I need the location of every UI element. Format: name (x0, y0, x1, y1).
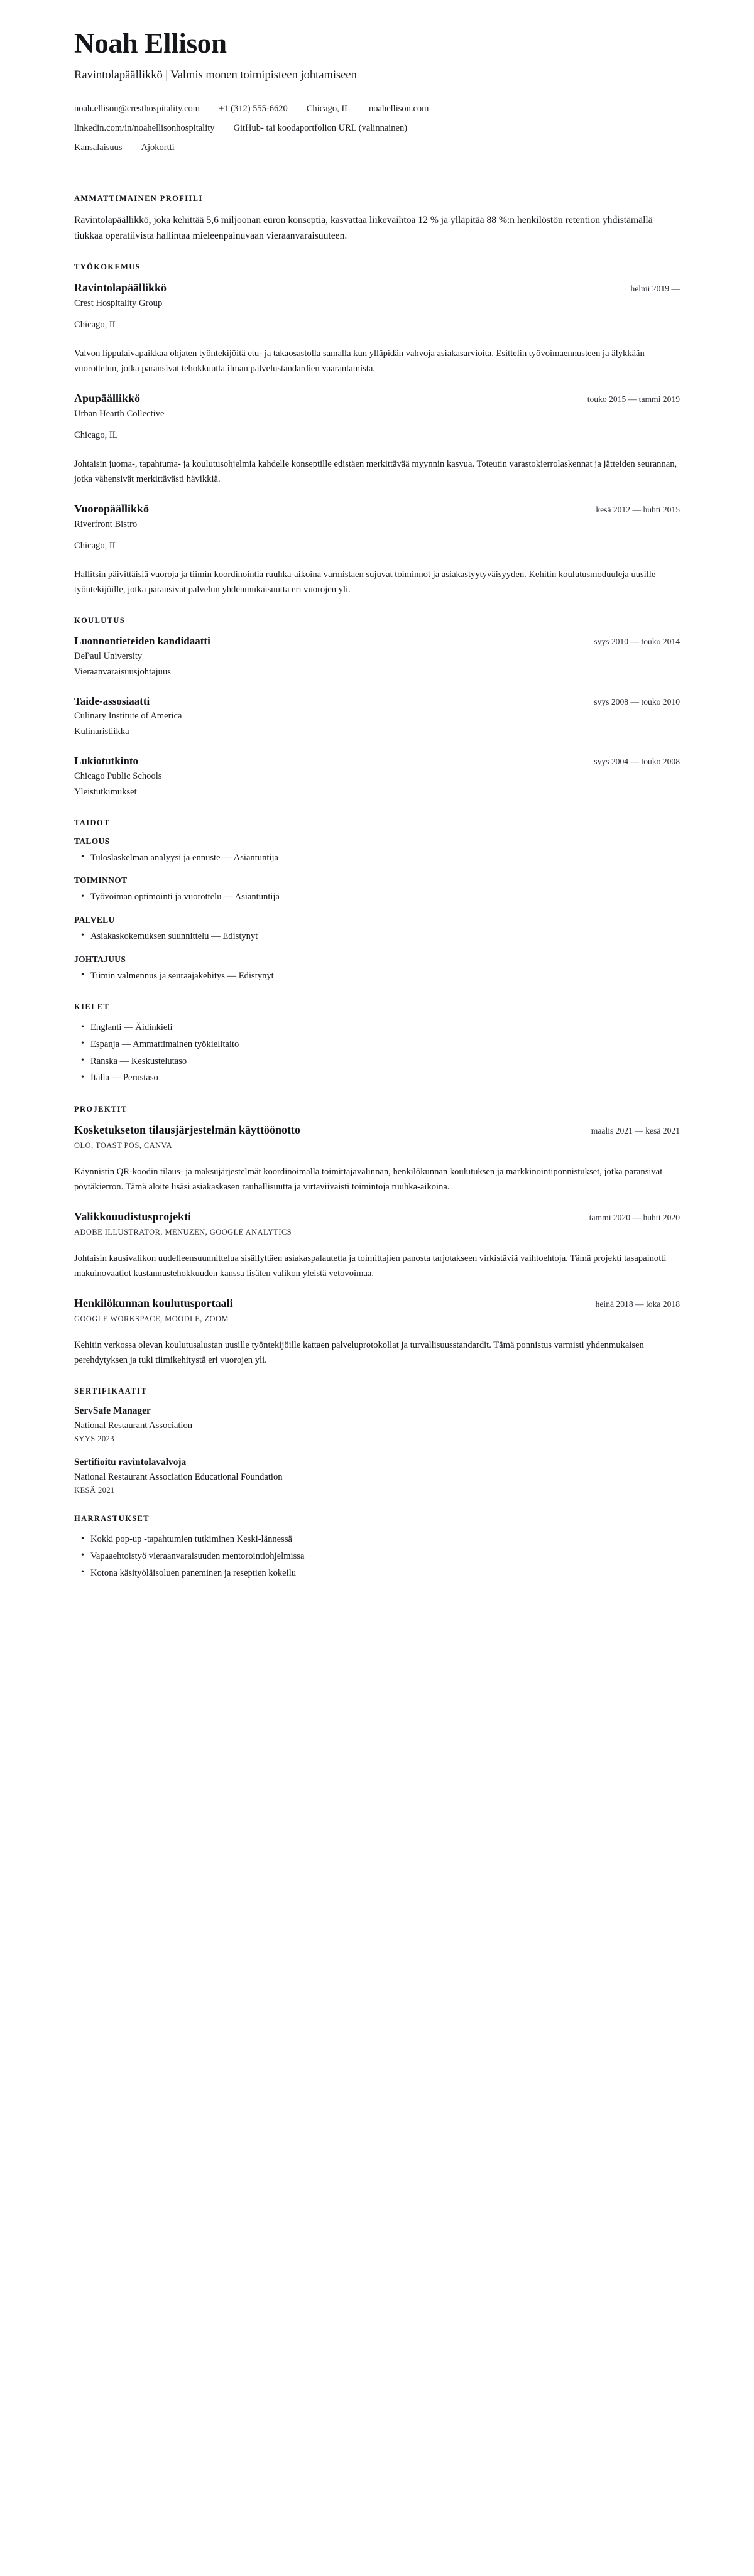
contact-email[interactable]: noah.ellison@cresthospitality.com (74, 103, 200, 114)
skill-item: • Työvoiman optimointi ja vuorottelu — Asiantuntija (90, 890, 680, 905)
project-item-head (74, 1123, 680, 1137)
contact-drivers-license: Ajokortti (141, 143, 175, 153)
study-field: Kulinaristiikka (74, 727, 129, 737)
project-item (74, 1210, 680, 1281)
skill-group (74, 955, 680, 984)
project-item-head (74, 1210, 680, 1224)
section-title-hobbies: HARRASTUKSET (74, 1514, 150, 1523)
contact-location: Chicago, IL (306, 103, 351, 114)
project-description: Käynnistin QR-koodin tilaus- ja maksujärjestelmät koordinoimalla toimittajavalinnan, henkilökunnan koulutuksen ja markkinointiponnistukset, jotka paransivat pöytäkierron. Tämä aloite lisäsi asiakaskasen rauhallisuutta ja virtaviivaisti toimintoja ruuhka-aikoina. (74, 1166, 663, 1192)
project-title: Valikkouudistusprojekti (74, 1210, 192, 1223)
section-languages (74, 1002, 680, 1086)
contact-website[interactable]: noahellison.com (369, 103, 429, 114)
job-description: Hallitsin päivittäisiä vuoroja ja tiimin koordinointia ruuhka-aikoina varmistaen sujuvat toiminnot ja asiakastyytyväisyyden. Kehitin koulutusmoduuleja uusille työntekijöille, jotka paransivat palvelun yhdenmukaisuutta eri vuorojen yli. (74, 569, 656, 595)
section-title-certificates: SERTIFIKAATIT (74, 1387, 147, 1396)
skill-group-name: TALOUS (74, 836, 110, 846)
section-experience (74, 262, 680, 597)
language-item: • Espanja — Ammattimainen työkielitaito (90, 1037, 680, 1053)
certificate-item (74, 1456, 680, 1495)
hobby-item: • Vapaaehtoistyö vieraanvaraisuuden mentorointiohjelmissa (90, 1549, 680, 1564)
experience-item (74, 281, 680, 376)
profile-text: Ravintolapäällikkö, joka kehittää 5,6 miljoonan euron konseptia, kasvattaa liikevaihtoa 12 % ja ylläpitää 88 %:n henkilöstön retention yhdistämällä tiukkaa operatiivista hallintaa mieleenpainuvaan vieraanvaraisuuteen. (74, 214, 653, 241)
education-item-head (74, 634, 680, 648)
section-title-languages: KIELET (74, 1002, 110, 1012)
degree-title: Lukiotutkinto (74, 755, 139, 767)
experience-item-head (74, 391, 680, 406)
job-date: helmi 2019 — (630, 284, 680, 294)
education-item (74, 634, 680, 679)
certificate-issuer: National Restaurant Association Educational Foundation (74, 1472, 283, 1483)
project-description: Kehitin verkossa olevan koulutusalustan uusille työntekijöille kattaen palveluprotokollat ja turvallisuusstandardit. Tämä ponnistus varmisti yhdenmukaisen perehdytyksen ja tuki tiimikehitystä eri vuorojen yli. (74, 1340, 644, 1366)
project-stack: ADOBE ILLUSTRATOR, MENUZEN, GOOGLE ANALYTICS (74, 1228, 292, 1237)
education-item-head (74, 695, 680, 708)
contact-phone[interactable]: +1 (312) 555-6620 (219, 103, 288, 114)
candidate-headline: Ravintolapäällikkö | Valmis monen toimipisteen johtamiseen (74, 68, 357, 82)
section-profile (74, 194, 680, 244)
certificate-name: Sertifioitu ravintolavalvoja (74, 1457, 187, 1468)
skill-item: • Tuloslaskelman analyysi ja ennuste — Asiantuntija (90, 851, 680, 866)
skill-list (74, 851, 680, 866)
education-item (74, 695, 680, 740)
contact-line-2 (74, 119, 680, 138)
skill-group (74, 836, 680, 866)
resume-header (74, 29, 680, 175)
language-item: • Ranska — Keskustelutaso (90, 1054, 680, 1069)
job-date: touko 2015 — tammi 2019 (587, 394, 680, 404)
job-description: Johtaisin juoma-, tapahtuma- ja koulutusohjelmia kahdelle konseptille edistäen merkittävää myynnin kasvua. Toteutin varastokierrolaskennat ja jätteiden seurannan, jotka vähensivät merkittävästi hävikkiä. (74, 458, 677, 485)
section-title-profile: AMMATTIMAINEN PROFIILI (74, 193, 203, 203)
school-name: Chicago Public Schools (74, 771, 162, 781)
degree-title: Taide-assosiaatti (74, 695, 150, 707)
contact-citizenship: Kansalaisuus (74, 143, 123, 153)
job-location: Chicago, IL (74, 541, 118, 551)
contact-github-placeholder[interactable]: GitHub- tai koodaportfolion URL (valinnainen) (233, 123, 408, 134)
skill-group-name: PALVELU (74, 914, 115, 924)
job-organization: Crest Hospitality Group (74, 298, 163, 309)
project-title: Henkilökunnan koulutusportaali (74, 1297, 233, 1310)
study-field: Yleistutkimukset (74, 786, 137, 797)
skill-item: • Asiakaskokemuksen suunnittelu — Edistynyt (90, 929, 680, 944)
experience-item-head (74, 502, 680, 516)
degree-title: Luonnontieteiden kandidaatti (74, 635, 210, 647)
section-title-skills: TAIDOT (74, 818, 110, 827)
contact-line-1 (74, 99, 680, 119)
section-title-education: KOULUTUS (74, 616, 126, 625)
skill-group-name: TOIMINNOT (74, 875, 128, 885)
project-item-head (74, 1296, 680, 1311)
project-description: Johtaisin kausivalikon uudelleensuunnittelua sisällyttäen asiakaspalautetta ja toimittajien panosta tarjotakseen virkistäviä vaihtoehtoja. Tämä projekti tasapainotti makuinovaatiot kustannustehokkuuden kanssa lisäten valikon yleistä vetovoimaa. (74, 1253, 667, 1279)
job-organization: Riverfront Bistro (74, 519, 138, 530)
section-projects (74, 1105, 680, 1368)
certificate-issuer: National Restaurant Association (74, 1421, 193, 1431)
section-certificates (74, 1387, 680, 1495)
skill-item: • Tiimin valmennus ja seuraajakehitys — Edistynyt (90, 969, 680, 984)
degree-date: syys 2010 — touko 2014 (594, 637, 680, 647)
degree-date: syys 2004 — touko 2008 (594, 757, 680, 767)
job-title: Vuoropäällikkö (74, 502, 150, 516)
project-stack: GOOGLE WORKSPACE, MOODLE, ZOOM (74, 1314, 229, 1324)
project-item (74, 1123, 680, 1194)
skill-list (74, 969, 680, 984)
school-name: DePaul University (74, 651, 143, 661)
experience-item (74, 502, 680, 597)
candidate-name: Noah Ellison (74, 28, 227, 59)
language-item: • Italia — Perustaso (90, 1071, 680, 1086)
language-item: • Englanti — Äidinkieli (90, 1020, 680, 1036)
job-organization: Urban Hearth Collective (74, 409, 165, 419)
skill-group-name: JOHTAJUUS (74, 954, 126, 964)
job-title: Apupäällikkö (74, 392, 141, 405)
degree-date: syys 2008 — touko 2010 (594, 696, 680, 706)
education-item (74, 754, 680, 799)
study-field: Vieraanvaraisuusjohtajuus (74, 666, 171, 677)
project-date: maalis 2021 — kesä 2021 (591, 1125, 680, 1135)
certificate-name: ServSafe Manager (74, 1405, 151, 1417)
section-hobbies (74, 1514, 680, 1581)
skill-list (74, 890, 680, 905)
skill-group (74, 915, 680, 944)
experience-item (74, 391, 680, 487)
job-location: Chicago, IL (74, 430, 118, 441)
hobby-list (74, 1532, 680, 1581)
language-list (74, 1020, 680, 1086)
job-title: Ravintolapäällikkö (74, 281, 167, 295)
project-date: tammi 2020 — huhti 2020 (589, 1212, 680, 1222)
school-name: Culinary Institute of America (74, 711, 182, 722)
section-education (74, 616, 680, 799)
section-title-projects: PROJEKTIT (74, 1104, 128, 1113)
hobby-item: • Kokki pop-up -tapahtumien tutkiminen Keski-lännessä (90, 1532, 680, 1547)
section-skills (74, 818, 680, 984)
certificate-date: SYYS 2023 (74, 1434, 115, 1444)
section-title-experience: TYÖKOKEMUS (74, 262, 141, 272)
project-title: Kosketukseton tilausjärjestelmän käyttöönotto (74, 1123, 300, 1136)
job-description: Valvon lippulaivapaikkaa ohjaten työntekijöitä etu- ja takaosastolla samalla kun ylläpidän vahvoja asiakasarvioita. Esittelin työvoimaennusteen ja älykkään vuorottelun, jotka paransivat tehokkuutta ilman palvelustandardien vaarantamista. (74, 348, 645, 374)
project-date: heinä 2018 — loka 2018 (595, 1299, 680, 1309)
skill-group (74, 875, 680, 905)
certificate-date: KESÄ 2021 (74, 1486, 115, 1495)
contact-line-3 (74, 138, 680, 158)
hobby-item: • Kotona käsityöläisoluen paneminen ja reseptien kokeilu (90, 1566, 680, 1581)
education-item-head (74, 754, 680, 768)
experience-item-head (74, 281, 680, 295)
contact-linkedin[interactable]: linkedin.com/in/noahellisonhospitality (74, 123, 215, 134)
job-date: kesä 2012 — huhti 2015 (596, 505, 680, 515)
project-stack: OLO, TOAST POS, CANVA (74, 1140, 172, 1150)
project-item (74, 1296, 680, 1368)
certificate-item (74, 1405, 680, 1444)
job-location: Chicago, IL (74, 320, 118, 330)
skill-list (74, 929, 680, 944)
